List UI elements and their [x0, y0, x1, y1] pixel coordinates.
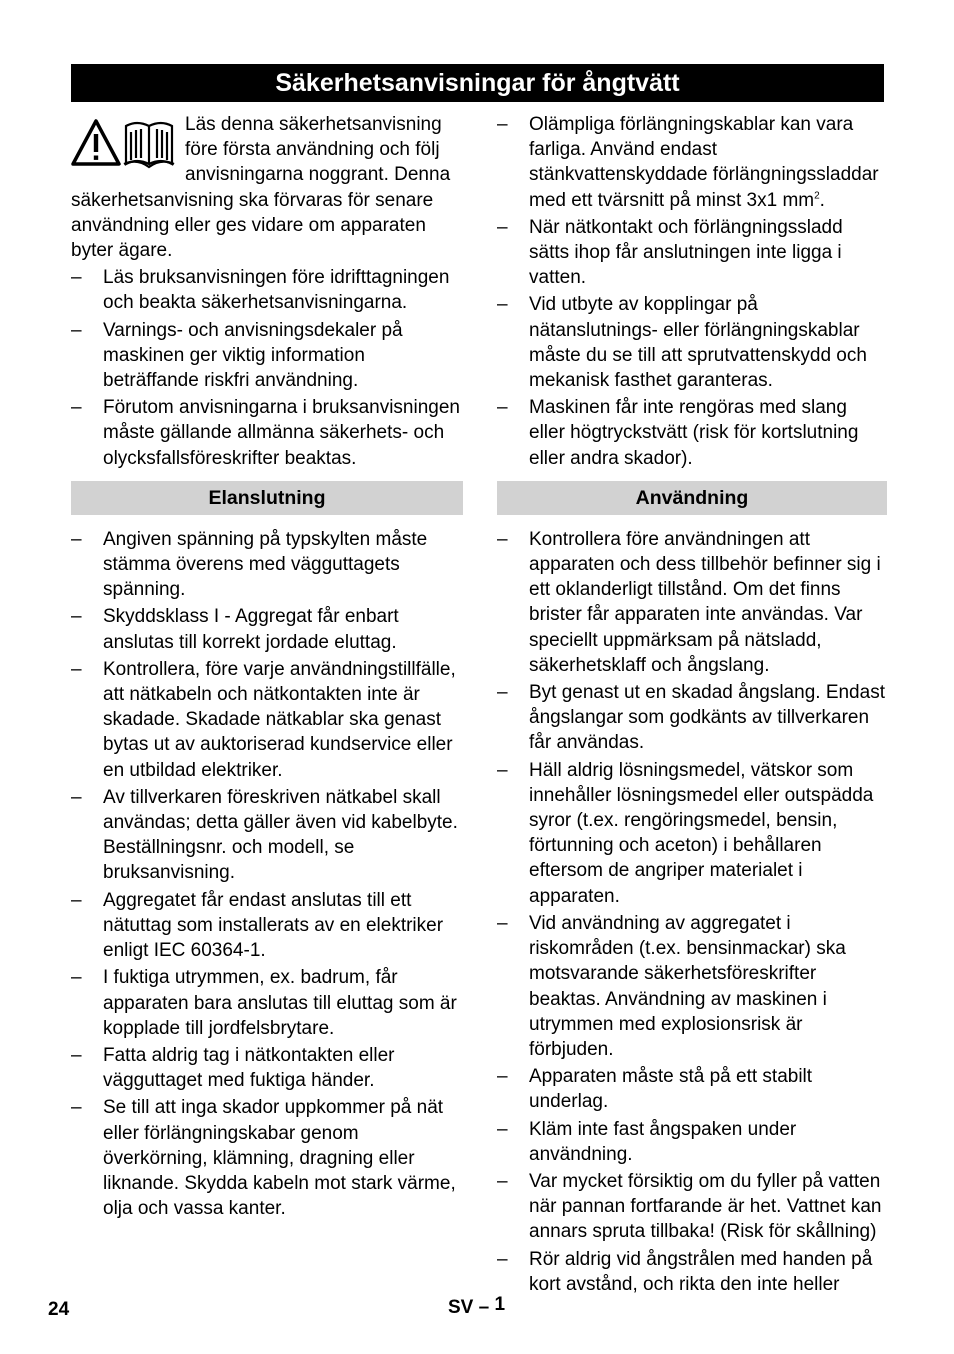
list-dash: –	[497, 216, 508, 238]
list-item: – I fuktiga utrymmen, ex. badrum, får apparaten bara anslutas till eluttag som är kopplade till jordfelsbrytare.	[71, 967, 457, 1039]
list-item: – När nätkontakt och förlängningssladd sätts ihop får anslutningen inte ligga i vatten.	[497, 216, 843, 289]
elanslutning-list	[71, 527, 463, 1221]
list-dash: –	[497, 682, 508, 704]
list-dash: –	[497, 912, 508, 934]
section-heading-elanslutning: Elanslutning	[71, 481, 463, 515]
list-dash: –	[71, 606, 82, 628]
list-dash: –	[497, 1248, 508, 1270]
list-item: – Kläm inte fast ångspaken under användning.	[497, 1118, 797, 1165]
list-dash: –	[71, 967, 82, 989]
list-item: – Aggregatet får endast anslutas till ett nätuttag som installerats av en elektriker enligt IEC 60364-1.	[71, 889, 444, 962]
list-dash: –	[497, 1170, 508, 1192]
list-item: – Kontrollera, före varje användningstillfälle, att nätkabeln och nätkontakten inte är skadade. Skadade nätkablar ska genast bytas ut av auktoriserad kundservice eller en utbildad elektriker.	[71, 658, 456, 781]
list-item: – Maskinen får inte rengöras med slang eller högtryckstvätt (risk för kortslutning eller andra skador).	[497, 397, 859, 469]
page-number: 24	[48, 1299, 70, 1320]
right-column	[497, 112, 887, 1299]
footer-separator: –	[478, 1297, 490, 1318]
list-dash: –	[497, 397, 508, 419]
list-item: – Varnings- och anvisningsdekaler på maskinen ger viktig information beträffande riskfri användning.	[71, 319, 403, 392]
list-item: – Läs bruksanvisningen före idrifttagningen och beakta säkerhetsanvisningarna.	[71, 267, 450, 314]
list-dash: –	[497, 114, 508, 135]
section-number: 1	[494, 1294, 506, 1315]
anvandning-list	[497, 527, 887, 1297]
list-dash: –	[71, 889, 82, 911]
list-item: – Vid utbyte av kopplingar på nätanslutnings- eller förlängningskablar måste du se till att sprutvattenskydd och mekanisk fasthet garanteras.	[497, 294, 867, 392]
list-item: – Skyddsklass I - Aggregat får enbart anslutas till korrekt jordade eluttag.	[71, 606, 399, 653]
list-dash: –	[497, 294, 508, 316]
elanslutning-list-continued	[497, 112, 887, 471]
list-dash: –	[497, 1118, 508, 1140]
list-dash: –	[497, 759, 508, 781]
list-dash: –	[71, 267, 82, 289]
list-item: – Häll aldrig lösningsmedel, vätskor som innehåller lösningsmedel eller outspädda syror (t.ex. rengöringsmedel, bensin, förtunning och aceton) i behållaren eftersom de angriper materialet i apparaten.	[497, 759, 874, 907]
list-dash: –	[71, 1097, 82, 1119]
list-item: – Byt genast ut en skadad ångslang. Endast ångslangar som godkänts av tillverkaren får användas.	[497, 682, 885, 754]
list-dash: –	[71, 658, 82, 680]
list-dash: –	[497, 1066, 508, 1088]
list-item: – Var mycket försiktig om du fyller på vatten när pannan fortfarande är het. Vattnet kan annars spruta tillbaka! (Risk för skållning)	[497, 1170, 882, 1243]
list-item: – Se till att inga skador uppkommer på nät eller förlängningskabar genom överkörning, klämning, dragning eller liknande. Skydda kabeln mot stark värme, olja och vassa kanter.	[71, 1097, 456, 1220]
manual-book-icon	[124, 123, 174, 167]
page-title: Säkerhetsanvisningar för ångtvätt	[71, 64, 884, 102]
intro-text: Läs denna säkerhetsanvisning före första användning och följ anvisningarna noggrant. Denna säkerhetsanvisning ska förvaras för senare användning eller ges vidare om apparaten byter ägare.	[71, 114, 451, 262]
list-item: – Rör aldrig vid ångstrålen med handen på kort avstånd, och rikta den inte heller	[497, 1248, 873, 1295]
language-code: SV	[448, 1297, 474, 1318]
list-dash: –	[497, 528, 508, 550]
warning-manual-icons	[71, 118, 177, 170]
list-item: – Förutom anvisningarna i bruksanvisningen måste gällande allmänna säkerhets- och olycksfallsföreskrifter beaktas.	[71, 397, 460, 469]
list-item: – Apparaten måste stå på ett stabilt underlag.	[497, 1066, 813, 1113]
list-item: – Kontrollera före användningen att apparaten och dess tillbehör befinner sig i ett oklanderligt tillstånd. Om det finns brister får apparaten inte användas. Var speciellt uppmärksam på nätsladd, säkerhetsklaff och ångslang.	[497, 528, 881, 676]
list-item: – Vid användning av aggregatet i riskområden (t.ex. bensinmackar) ska motsvarande säkerhetsföreskrifter beaktas. Användning av maskinen i utrymmen med explosionsrisk är förbjuden.	[497, 912, 846, 1060]
list-item: – Fatta aldrig tag i nätkontakten eller vägguttaget med fuktiga händer.	[71, 1044, 395, 1092]
left-column	[71, 112, 463, 1223]
list-dash: –	[71, 397, 82, 419]
section-heading-anvandning: Användning	[497, 481, 887, 515]
list-item: – Angiven spänning på typskylten måste stämma överens med vägguttagets spänning.	[71, 528, 428, 601]
warning-triangle-icon	[73, 121, 119, 164]
superscript: 2	[814, 190, 820, 202]
footer-language-section	[448, 1294, 506, 1319]
general-list	[71, 265, 463, 471]
list-item: – Olämpliga förlängningskablar kan vara farliga. Använd endast stänkvattenskyddade förlängningssladdar med ett tvärsnitt på minst 3x1 $mm^2$.	[497, 114, 879, 211]
list-dash: –	[71, 319, 82, 341]
list-item: – Av tillverkaren föreskriven nätkabel skall användas; detta gäller även vid kabelbyte. Beställningsnr. och modell, se bruksanvisning.	[71, 786, 458, 884]
list-dash: –	[71, 528, 82, 550]
list-dash: –	[71, 786, 82, 808]
list-dash: –	[71, 1044, 82, 1066]
intro-block	[71, 112, 463, 263]
